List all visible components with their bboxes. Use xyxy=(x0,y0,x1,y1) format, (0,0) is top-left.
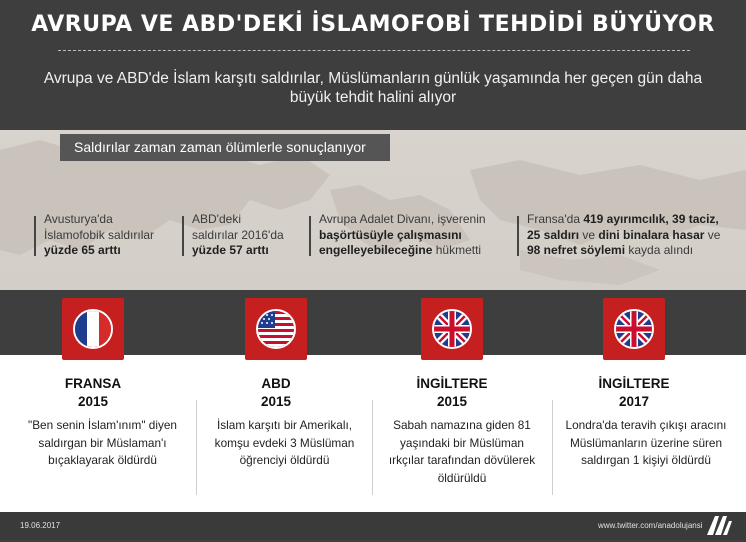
case-france-year: 2015 xyxy=(77,394,109,409)
case-france-country: FRANSA xyxy=(64,376,122,391)
case-uk2017-heading xyxy=(544,375,724,411)
stat-ecj-bold1: başörtüsüyle çalışmasını xyxy=(319,227,462,242)
case-uk2015-desc: Sabah namazına giden 81 yaşındaki bir Müslüman ırkçılar tarafından dövülerek öldürüldü xyxy=(388,418,536,485)
stat-austria xyxy=(34,212,184,259)
france-flag-box xyxy=(62,298,124,360)
stat-france-b3: dini binalara hasar xyxy=(598,227,705,242)
stat-france-b1: 419 ayırımcılık, 39 taciz, xyxy=(583,212,719,226)
stat-france-b4: 98 nefret söylemi xyxy=(527,243,626,257)
case-uk2015-heading xyxy=(362,375,542,411)
footer-twitter-handle: www.twitter.com/anadolujansi xyxy=(598,521,703,530)
stat-usa-line1: ABD'deki xyxy=(192,212,241,226)
stat-france-tail: kayda alındı xyxy=(625,243,694,257)
page-subtitle: Avrupa ve ABD'de İslam karşıtı saldırılar, Müslümanların günlük yaşamında her geçen gün daha büyük tehdit halini alıyor xyxy=(43,70,703,106)
stat-austria-value: yüzde 65 arttı xyxy=(44,243,121,257)
case-uk2015-country: İNGİLTERE xyxy=(416,376,488,391)
column-divider xyxy=(196,400,197,495)
case-usa-country: ABD xyxy=(261,376,291,391)
title-divider xyxy=(58,50,690,51)
stat-ecj xyxy=(309,212,509,259)
case-usa-year: 2015 xyxy=(260,394,292,409)
case-uk2015-year: 2015 xyxy=(436,394,468,409)
uk-flag-icon xyxy=(614,309,654,349)
column-divider xyxy=(552,400,553,495)
uk-flag-box-2017 xyxy=(603,298,665,360)
anadolu-agency-logo-icon xyxy=(705,513,735,537)
section-banner: Saldırılar zaman zaman ölümlerle sonuçlanıyor xyxy=(60,134,390,161)
stat-france-b2: 25 saldırı xyxy=(527,227,580,242)
footer-date: 19.06.2017 xyxy=(20,521,61,530)
case-uk2017-desc: Londra'da teravih çıkışı aracını Müslümanların üzerine süren saldırgan 1 kişiyi öldürdü xyxy=(565,418,727,467)
stat-france-mid: ve xyxy=(579,227,599,242)
stat-france-mid2: ve xyxy=(704,227,721,242)
stat-austria-line2: İslamofobik saldırılar xyxy=(44,227,155,242)
stat-usa xyxy=(182,212,307,259)
usa-flag-box xyxy=(245,298,307,360)
case-france-heading xyxy=(3,375,183,411)
uk-flag-box-2015 xyxy=(421,298,483,360)
case-france-desc: "Ben senin İslam'ınım" diyen saldırgan bir Müslaman'ı bıçaklayarak öldürdü xyxy=(28,418,177,467)
france-flag-icon xyxy=(73,309,113,349)
column-divider xyxy=(372,400,373,495)
stat-france xyxy=(517,212,737,259)
stat-france-pre: Fransa'da xyxy=(527,212,584,226)
stat-ecj-tail: hükmetti xyxy=(432,243,482,257)
case-usa-heading xyxy=(186,375,366,411)
stat-usa-value: yüzde 57 arttı xyxy=(192,243,269,257)
case-usa-desc: İslam karşıtı bir Amerikalı, komşu evdeki 3 Müslüman öğrenciyi öldürdü xyxy=(214,418,355,467)
stat-ecj-bold2: engelleyebileceğine xyxy=(319,243,433,257)
usa-flag-icon xyxy=(256,309,296,349)
stat-austria-line1: Avusturya'da xyxy=(44,212,113,226)
stat-ecj-line1: Avrupa Adalet Divanı, işverenin xyxy=(319,212,486,226)
uk-flag-icon xyxy=(432,309,472,349)
page-title: AVRUPA VE ABD'DEKİ İSLAMOFOBİ TEHDİDİ BÜYÜYOR xyxy=(31,12,715,37)
stat-usa-line2: saldırılar 2016'da xyxy=(192,227,284,242)
case-uk2017-year: 2017 xyxy=(618,394,650,409)
case-uk2017-country: İNGİLTERE xyxy=(598,376,670,391)
